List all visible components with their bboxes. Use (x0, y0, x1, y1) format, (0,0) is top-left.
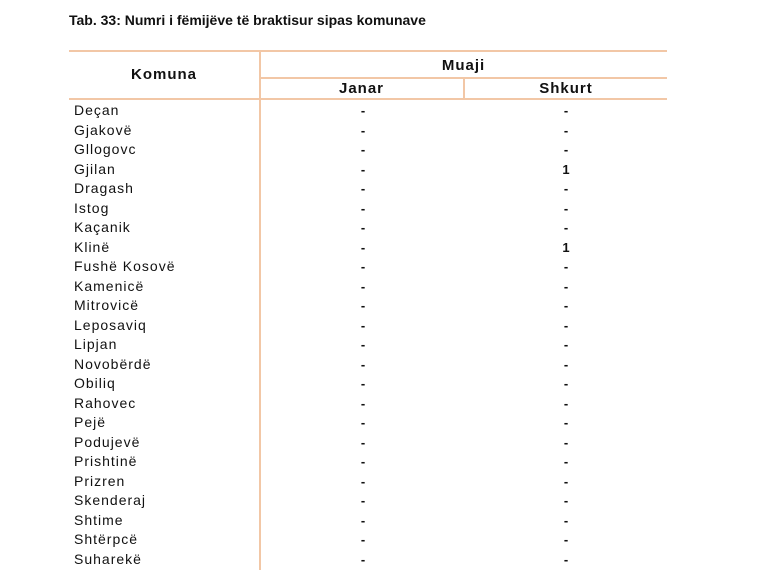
komuna-cell: Kamenicë (74, 277, 145, 294)
komuna-cell: Rahovec (74, 394, 137, 411)
janar-cell: - (360, 512, 366, 528)
table-row (69, 140, 667, 160)
shkurt-header: Shkurt (539, 80, 593, 97)
table-row (69, 472, 667, 492)
shkurt-cell: - (563, 337, 569, 352)
komuna-cell: Klinë (74, 238, 111, 255)
table-row (69, 511, 667, 531)
komuna-cell: Shtërpcë (74, 531, 139, 547)
komuna-cell: Shtime (74, 511, 124, 528)
table-row (69, 296, 667, 316)
komuna-cell: Suharekë (74, 550, 142, 567)
table-row (69, 335, 667, 355)
table-row (69, 452, 667, 472)
komuna-cell: Gjakovë (74, 121, 133, 138)
shkurt-cell: 1 (562, 239, 570, 255)
table-title: Tab. 33: Numri i fëmijëve të braktisur sipas komunave (69, 12, 426, 28)
table-row (69, 491, 667, 511)
janar-cell: - (360, 122, 366, 138)
shkurt-cell: - (563, 220, 569, 235)
janar-cell: - (360, 434, 366, 450)
janar-cell: - (360, 356, 366, 372)
table-row (69, 433, 667, 453)
janar-cell: - (360, 337, 366, 352)
table-row (69, 218, 667, 238)
janar-cell: - (360, 200, 366, 216)
janar-cell: - (360, 181, 366, 196)
shkurt-cell: 1 (562, 161, 570, 177)
janar-cell: - (360, 317, 366, 333)
shkurt-cell: - (563, 142, 569, 157)
komuna-cell: Kaçanik (74, 219, 131, 235)
header-bottom-rule (69, 98, 667, 100)
shkurt-cell: - (563, 415, 569, 430)
table-row (69, 355, 667, 375)
shkurt-cell: - (563, 103, 569, 118)
shkurt-cell: - (563, 181, 569, 196)
janar-cell: - (360, 259, 366, 274)
komuna-cell: Mitrovicë (74, 297, 140, 313)
muaji-header: Muaji (441, 57, 486, 74)
komuna-cell: Leposaviq (74, 316, 147, 333)
komuna-cell: Deçan (74, 102, 120, 118)
shkurt-cell: - (563, 200, 569, 216)
shkurt-cell: - (563, 454, 569, 469)
shkurt-cell: - (563, 298, 569, 313)
komuna-cell: Skenderaj (74, 492, 147, 508)
shkurt-cell: - (563, 278, 569, 294)
komuna-cell: Dragash (74, 180, 134, 196)
janar-cell: - (360, 376, 366, 391)
table-row (69, 394, 667, 414)
table-row (69, 121, 667, 141)
shkurt-cell: - (563, 376, 569, 391)
janar-cell: - (360, 220, 366, 235)
komuna-cell: Gllogovc (74, 141, 137, 157)
komuna-cell: Lipjan (74, 336, 118, 352)
janar-cell: - (360, 278, 366, 294)
komuna-cell: Podujevë (74, 433, 141, 450)
table-top-rule (69, 50, 667, 52)
table-row (69, 550, 667, 570)
komuna-cell: Prishtinë (74, 453, 138, 469)
komuna-cell: Fushë Kosovë (74, 258, 176, 274)
table-body (69, 101, 667, 569)
komuna-cell: Pejë (74, 414, 107, 430)
janar-cell: - (360, 493, 366, 508)
janar-cell: - (360, 142, 366, 157)
komuna-cell: Obiliq (74, 375, 116, 391)
table-row (69, 277, 667, 297)
table-row (69, 316, 667, 336)
komuna-cell: Istog (74, 199, 110, 216)
komuna-cell: Prizren (74, 472, 126, 489)
shkurt-cell: - (563, 493, 569, 508)
shkurt-cell: - (563, 512, 569, 528)
janar-cell: - (360, 161, 366, 177)
janar-cell: - (360, 473, 366, 489)
janar-cell: - (360, 239, 366, 255)
table-row (69, 160, 667, 180)
janar-cell: - (360, 395, 366, 411)
table-row (69, 199, 667, 219)
table-row (69, 238, 667, 258)
janar-header: Janar (338, 80, 385, 97)
janar-cell: - (360, 551, 366, 567)
janar-cell: - (360, 298, 366, 313)
shkurt-cell: - (563, 551, 569, 567)
komuna-cell: Gjilan (74, 160, 116, 177)
janar-cell: - (360, 415, 366, 430)
janar-cell: - (360, 103, 366, 118)
janar-cell: - (360, 532, 366, 547)
table-row (69, 374, 667, 394)
shkurt-cell: - (563, 259, 569, 274)
janar-cell: - (360, 454, 366, 469)
komuna-cell: Novobërdë (74, 355, 152, 372)
table-row (69, 413, 667, 433)
shkurt-cell: - (563, 317, 569, 333)
shkurt-cell: - (563, 532, 569, 547)
shkurt-cell: - (563, 122, 569, 138)
shkurt-cell: - (563, 356, 569, 372)
table-row (69, 530, 667, 550)
table-row (69, 179, 667, 199)
shkurt-cell: - (563, 395, 569, 411)
table-row (69, 101, 667, 121)
shkurt-cell: - (563, 473, 569, 489)
table-row (69, 257, 667, 277)
shkurt-cell: - (563, 434, 569, 450)
komuna-header: Komuna (131, 66, 197, 83)
